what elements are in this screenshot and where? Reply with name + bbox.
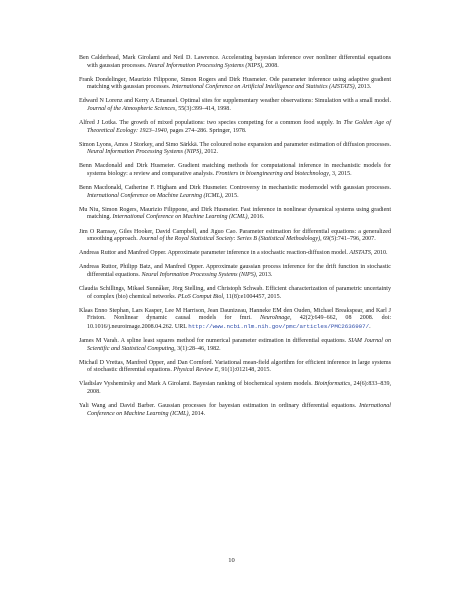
reference-venue: Physical Review E bbox=[173, 367, 219, 374]
reference-entry bbox=[79, 338, 391, 353]
reference-venue: Journal of the Royal Statistical Society: Series B (Statistical Methodology) bbox=[139, 236, 321, 243]
reference-entry bbox=[79, 207, 391, 222]
reference-entry bbox=[79, 264, 391, 279]
page-number: 10 bbox=[228, 557, 235, 564]
reference-entry bbox=[79, 163, 391, 178]
reference-venue: International Conference on Machine Learning (ICML) bbox=[112, 214, 248, 221]
reference-authors-title: Benn Macdonald, Catherine F. Higham and Dirk Husmeier. Controversy in mechanistic modemodel with gaussian processes. bbox=[79, 185, 391, 192]
reference-entry bbox=[79, 77, 391, 92]
reference-venue: SIAM Journal on Scientific and Statistical Computing bbox=[87, 337, 392, 352]
reference-details: , pages 274–286. Springer, 1978. bbox=[166, 127, 247, 134]
reference-authors-title: Mu Niu, Simon Rogers, Maurizio Filippone, and Dirk Husmeier. Fast inference in nonlinear dynamical systems using gradient matching. bbox=[79, 206, 391, 221]
reference-details: , 3(1):28–46, 1982. bbox=[174, 345, 221, 352]
reference-authors-title: Claudia Schillings, Mikael Sunnåker, Jörg Stelling, and Christoph Schwab. Efficient characterization of parametric uncertainty of complex (bio) chemical networks. bbox=[79, 285, 391, 300]
reference-details: , 3, 2015. bbox=[328, 171, 352, 178]
reference-authors-title: Klaas Enno Stephan, Lars Kasper, Lee M Harrison, Jean Daunizeau, Hanneke EM den Ouden, Michael Breakspear, and Karl J Friston. Nonlinear dynamic causal models for fmri. bbox=[79, 307, 391, 322]
reference-url-link[interactable]: http://www.ncbi.nlm.nih.gov/pmc/articles/PMC2636907/ bbox=[188, 322, 370, 330]
reference-details: , 2016. bbox=[247, 214, 265, 221]
reference-entry bbox=[79, 308, 391, 332]
reference-authors-title: Andreas Ruttor, Philipp Batz, and Manfred Opper. Approximate gaussian process inference for the drift function in stochastic differential equations. bbox=[79, 264, 391, 278]
reference-authors-title: Vladislav Vyshemirsky and Mark A Girolami. Bayesian ranking of biochemical system models. bbox=[79, 381, 315, 388]
reference-entry bbox=[79, 286, 391, 301]
reference-details: , 55(3):399–414, 1998. bbox=[175, 105, 231, 112]
reference-entry bbox=[79, 120, 391, 135]
reference-authors-title: Simon Lyons, Amos J Storkey, and Simo Särkkä. The coloured noise expansion and parameter estimation of diffusion processes. bbox=[79, 141, 391, 148]
reference-details: , 2015. bbox=[221, 192, 239, 199]
reference-details: , 2008. bbox=[262, 62, 279, 69]
reference-venue: PLoS Comput Biol bbox=[177, 293, 224, 300]
reference-details: , 11(8):e1004457, 2015. bbox=[223, 293, 282, 300]
reference-venue: Journal of the Atmospheric Sciences bbox=[87, 105, 176, 112]
reference-venue: Frontiers in bioengineering and biotechnology bbox=[215, 171, 329, 178]
reference-list bbox=[79, 55, 391, 425]
reference-details: , 2013. bbox=[255, 271, 273, 278]
reference-entry bbox=[79, 403, 391, 418]
reference-venue: International Conference on Machine Learning (ICML) bbox=[87, 192, 222, 199]
reference-authors-title: Frank Dondelinger, Maurizio Filippone, Simon Rogers and Dirk Husmeier. Ode parameter inference using adaptive gradient matching with gaussian processes. bbox=[79, 76, 391, 91]
reference-details: , 2014. bbox=[188, 410, 206, 417]
reference-authors-title: Edward N Lorenz and Kerry A Emanuel. Optimal sites for supplementary weather observations: Simulation with a small model. bbox=[79, 98, 391, 105]
reference-details: , 2010. bbox=[370, 250, 388, 257]
reference-venue: International Conference on Artificial Intelligence and Statistics (AISTATS) bbox=[171, 84, 355, 91]
reference-entry bbox=[79, 381, 391, 396]
reference-venue: NeuroImage bbox=[259, 315, 290, 322]
reference-entry bbox=[79, 185, 391, 200]
reference-venue: Neural Information Processing Systems (NIPS) bbox=[147, 62, 263, 69]
reference-entry bbox=[79, 142, 391, 157]
reference-authors-title: James M Varah. A spline least squares method for numerical parameter estimation in differential equations. bbox=[79, 337, 349, 344]
reference-details: , 2013. bbox=[354, 84, 372, 91]
reference-venue: Neural Information Processing Systems (NIPS) bbox=[87, 149, 202, 156]
reference-entry bbox=[79, 55, 391, 70]
reference-authors-title: Yali Wang and David Barber. Gaussian processes for bayesian estimation in ordinary differential equations. bbox=[79, 403, 360, 409]
reference-authors-title: Jim O Ramsay, Giles Hooker, David Campbell, and Jiguo Cao. Parameter estimation for differential equations: a generalized smoothing approach. bbox=[79, 228, 391, 243]
reference-authors-title: Alfred J Lotka. The growth of mixed populations: two species competing for a common food supply. In bbox=[79, 120, 344, 127]
reference-authors-title: Benn Macdonald and Dirk Husmeier. Gradient matching methods for computational inference in mechanistic models for systems biology: a review and comparative analysis. bbox=[79, 163, 391, 178]
reference-entry bbox=[79, 360, 391, 375]
reference-venue: International Conference on Machine Learning (ICML) bbox=[87, 403, 391, 417]
reference-entry bbox=[79, 98, 391, 113]
reference-entry bbox=[79, 229, 391, 244]
reference-authors-title: Michail D Vrettas, Manfred Opper, and Dan Cornford. Variational mean-field algorithm for efficient inference in large systems of stochastic differential equations. bbox=[79, 359, 391, 374]
reference-details: , 2012. bbox=[201, 149, 218, 156]
reference-venue: Bioinformatics bbox=[314, 381, 351, 388]
reference-venue: Neural Information Processing Systems (NIPS) bbox=[141, 271, 256, 278]
reference-details: , 42(2):649–662, 08 2008. doi: 10.1016/j.neuroimage.2008.04.262. URL bbox=[87, 315, 391, 330]
reference-authors-title: Ben Calderhead, Mark Girolami and Neil D. Lawrence. Accelerating bayesian inference over nonliner differential equations with gaussian processes. bbox=[79, 55, 391, 69]
reference-authors-title: Andreas Ruttor and Manfred Opper. Approximate parameter inference in a stochastic reaction-diffusion model. bbox=[79, 250, 350, 257]
reference-entry bbox=[79, 250, 391, 258]
reference-venue: The Golden Age of Theoretical Ecology: 1923–1940 bbox=[87, 120, 391, 134]
reference-venue: AISTATS bbox=[349, 250, 371, 257]
reference-details: , 24(6):833–839, 2008. bbox=[87, 381, 391, 395]
reference-tail: . bbox=[369, 323, 371, 330]
reference-details: , 69(5):741–796, 2007. bbox=[320, 236, 376, 243]
reference-details: , 91(1):012148, 2015. bbox=[218, 367, 271, 374]
